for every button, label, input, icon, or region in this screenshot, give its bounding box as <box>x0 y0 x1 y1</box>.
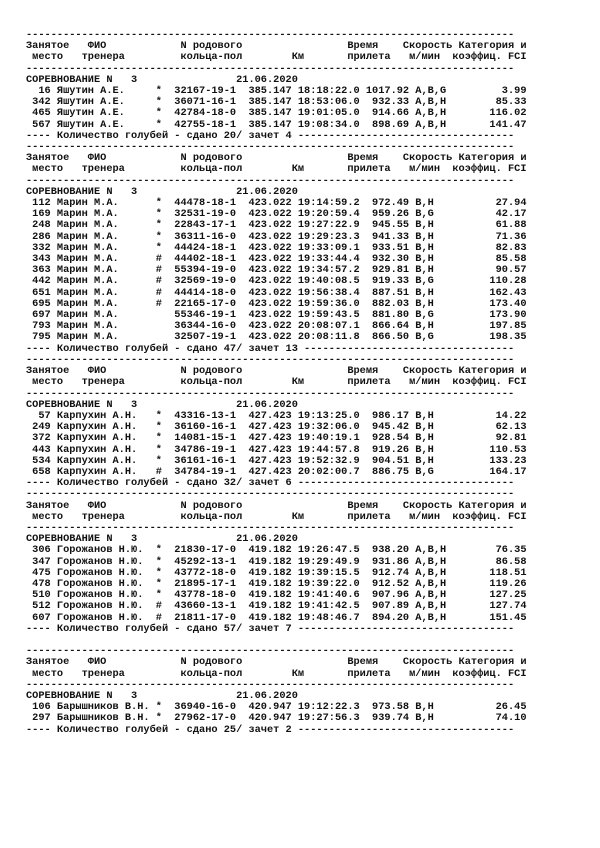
column-header-line-2: место тренера кольца-пол Км прилета м/мин коэффиц. FCI <box>26 510 527 523</box>
result-row: 793 Марин М.А. 36344-16-0 423.022 20:08:07.1 866.64 B,H 197.85 <box>26 320 527 333</box>
column-header-line-1: Занятое ФИО N родового Время Скорость Категория и <box>26 656 527 669</box>
result-row: 512 Горожанов Н.Ю. # 43660-13-1 419.182 19:41:42.5 907.89 A,B,H 127.74 <box>26 600 527 613</box>
section-summary: ---- Количество голубей - сдано 20/ зачет 4 ----------------------------------- <box>26 129 515 142</box>
result-row: 249 Карпухин А.Н. * 36160-16-1 427.423 19:32:06.0 945.42 B,H 62.13 <box>26 421 527 434</box>
result-row: 442 Марин М.А. # 32569-19-0 423.022 19:40:08.5 919.33 B,G 110.28 <box>26 275 527 288</box>
competition-title: СОРЕВНОВАНИЕ N 3 21.06.2020 <box>26 73 298 86</box>
column-header-line-2: место тренера кольца-пол Км прилета м/мин коэффиц. FCI <box>26 163 527 176</box>
column-header-line-1: Занятое ФИО N родового Время Скорость Категория и <box>26 40 527 53</box>
competition-title: СОРЕВНОВАНИЕ N 3 21.06.2020 <box>26 533 298 546</box>
result-row: 695 Марин М.А. # 22165-17-0 423.022 19:59:36.0 882.03 B,H 173.40 <box>26 297 527 310</box>
result-row: 297 Барышников В.Н. * 27962-17-0 420.947 19:27:56.3 939.74 B,H 74.10 <box>26 712 527 725</box>
result-row: 332 Марин М.А. * 44424-18-1 423.022 19:33:09.1 933.51 B,H 82.83 <box>26 241 527 254</box>
separator-line: ------------------------------------------------------------------------------- <box>26 62 515 75</box>
result-row: 651 Марин М.А. # 44414-18-0 423.022 19:56:38.4 887.51 B,H 162.43 <box>26 286 527 299</box>
result-row: 169 Марин М.А. * 32531-19-0 423.022 19:20:59.4 959.26 B,G 42.17 <box>26 208 527 221</box>
result-row: 342 Яшутин А.Е. * 36071-16-1 385.147 18:53:06.0 932.33 A,B,H 85.33 <box>26 96 527 109</box>
result-row: 112 Марин М.А. * 44478-18-1 423.022 19:14:59.2 972.49 B,H 27.94 <box>26 197 527 210</box>
column-header-line-1: Занятое ФИО N родового Время Скорость Категория и <box>26 499 527 512</box>
result-row: 347 Горожанов Н.Ю. * 45292-13-1 419.182 19:29:49.9 931.86 A,B,H 86.58 <box>26 555 527 568</box>
result-row: 343 Марин М.А. # 44402-18-1 423.022 19:33:44.4 932.30 B,H 85.58 <box>26 253 527 266</box>
column-header-line-2: место тренера кольца-пол Км прилета м/мин коэффиц. FCI <box>26 51 527 64</box>
separator-line: ------------------------------------------------------------------------------- <box>26 645 515 658</box>
result-row: 57 Карпухин А.Н. * 43316-13-1 427.423 19:13:25.0 986.17 B,H 14.22 <box>26 409 527 422</box>
separator-line: ------------------------------------------------------------------------------- <box>26 678 515 691</box>
result-row: 106 Барышников В.Н. * 36940-16-0 420.947 19:12:22.3 973.58 B,H 26.45 <box>26 701 527 714</box>
result-row: 607 Горожанов Н.Ю. # 21811-17-0 419.182 19:48:46.7 894.20 A,B,H 151.45 <box>26 611 527 624</box>
result-row: 443 Карпухин А.Н. * 34786-19-1 427.423 19:44:57.8 919.26 B,H 110.53 <box>26 443 527 456</box>
section-summary: ---- Количество голубей - сдано 47/ зачет 13 ---------------------------------- <box>26 342 515 355</box>
separator-line: ------------------------------------------------------------------------------- <box>26 488 515 501</box>
result-row: 286 Марин М.А. * 36311-16-0 423.022 19:29:23.3 941.33 B,H 71.36 <box>26 230 527 243</box>
result-row: 697 Марин М.А. 55346-19-1 423.022 19:59:43.5 881.80 B,G 173.90 <box>26 309 527 322</box>
result-row: 306 Горожанов Н.Ю. * 21830-17-0 419.182 19:26:47.5 938.20 A,B,H 76.35 <box>26 544 527 557</box>
separator-line: ------------------------------------------------------------------------------- <box>26 174 515 187</box>
separator-line: ------------------------------------------------------------------------------- <box>26 141 515 154</box>
section-summary: ---- Количество голубей - сдано 25/ зачет 2 ----------------------------------- <box>26 723 515 736</box>
section-summary: ---- Количество голубей - сдано 57/ зачет 7 ----------------------------------- <box>26 622 515 635</box>
competition-title: СОРЕВНОВАНИЕ N 3 21.06.2020 <box>26 185 298 198</box>
separator-line: ------------------------------------------------------------------------------- <box>26 387 515 400</box>
competition-title: СОРЕВНОВАНИЕ N 3 21.06.2020 <box>26 689 298 702</box>
result-row: 795 Марин М.А. 32507-19-1 423.022 20:08:11.8 866.50 B,G 198.35 <box>26 331 527 344</box>
column-header-line-1: Занятое ФИО N родового Время Скорость Категория и <box>26 365 527 378</box>
section-summary: ---- Количество голубей - сдано 32/ зачет 6 ----------------------------------- <box>26 477 515 490</box>
result-row: 372 Карпухин А.Н. * 14081-15-1 427.423 19:40:19.1 928.54 B,H 92.81 <box>26 432 527 445</box>
separator-line: ------------------------------------------------------------------------------- <box>26 29 515 41</box>
result-row: 567 Яшутин А.Е. * 42755-18-1 385.147 19:08:34.0 898.69 A,B,H 141.47 <box>26 118 527 131</box>
result-row: 363 Марин М.А. # 55394-19-0 423.022 19:34:57.2 929.81 B,H 90.57 <box>26 264 527 277</box>
competition-title: СОРЕВНОВАНИЕ N 3 21.06.2020 <box>26 398 298 411</box>
result-row: 16 Яшутин А.Е. * 32167-19-1 385.147 18:18:22.0 1017.92 A,B,G 3.99 <box>26 85 527 98</box>
result-row: 510 Горожанов Н.Ю. * 43778-18-0 419.182 19:41:40.6 907.96 A,B,H 127.25 <box>26 589 527 602</box>
column-header-line-2: место тренера кольца-пол Км прилета м/мин коэффиц. FCI <box>26 667 527 680</box>
result-row: 658 Карпухин А.Н. # 34784-19-1 427.423 20:02:00.7 886.75 B,G 164.17 <box>26 465 527 478</box>
result-row: 534 Карпухин А.Н. * 36161-16-1 427.423 19:52:32.9 904.51 B,H 133.23 <box>26 454 527 467</box>
column-header-line-2: место тренера кольца-пол Км прилета м/мин коэффиц. FCI <box>26 376 527 389</box>
result-row: 465 Яшутин А.Е. * 42784-18-0 385.147 19:01:05.0 914.66 A,B,H 116.02 <box>26 107 527 120</box>
separator-line: ------------------------------------------------------------------------------- <box>26 353 515 366</box>
result-row: 248 Марин М.А. * 22843-17-1 423.022 19:27:22.9 945.55 B,H 61.88 <box>26 219 527 232</box>
result-row: 475 Горожанов Н.Ю. * 43772-18-0 419.182 19:39:15.5 912.74 A,B,H 118.51 <box>26 566 527 579</box>
separator-line: ------------------------------------------------------------------------------- <box>26 521 515 534</box>
result-row: 478 Горожанов Н.Ю. * 21895-17-1 419.182 19:39:22.0 912.52 A,B,H 119.26 <box>26 577 527 590</box>
column-header-line-1: Занятое ФИО N родового Время Скорость Категория и <box>26 152 527 165</box>
